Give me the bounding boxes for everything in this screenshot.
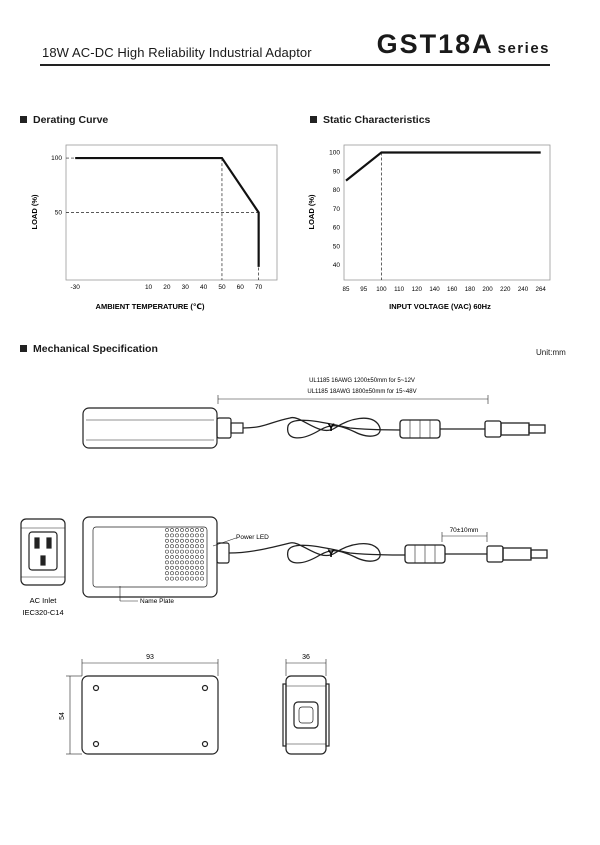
vent-hole <box>180 545 183 548</box>
vent-hole <box>165 572 168 575</box>
vent-hole <box>175 572 178 575</box>
vent-hole <box>180 528 183 531</box>
derating-xtick-0: -30 <box>70 284 80 291</box>
section-derating-title: Derating Curve <box>33 114 109 126</box>
derating-xtick-1: 10 <box>144 284 153 291</box>
vent-hole <box>200 528 203 531</box>
vent-hole <box>165 545 168 548</box>
static-ytick-1: 90 <box>332 168 340 176</box>
vent-hole <box>185 534 188 537</box>
vent-hole <box>165 577 168 580</box>
static-xtick-9: 220 <box>500 286 511 293</box>
derating-ytick-0: 100 <box>51 155 62 163</box>
vent-hole <box>175 545 178 548</box>
ac-inlet-label: AC Inlet <box>29 596 57 605</box>
vent-hole <box>185 566 188 569</box>
static-xtick-6: 160 <box>447 286 458 293</box>
polarity-mark-top: Y <box>327 422 335 434</box>
derating-xtick-6: 60 <box>236 284 244 291</box>
section-mechanical-title: Mechanical Specification <box>33 343 158 355</box>
vent-hole <box>175 534 178 537</box>
vent-hole <box>195 572 198 575</box>
vent-hole <box>170 545 173 548</box>
cable-spec-2: UL1185 18AWG 1800±50mm for 15~48V <box>307 389 417 395</box>
static-xtick-3: 110 <box>394 286 405 293</box>
vent-hole <box>170 528 173 531</box>
vent-hole <box>200 577 203 580</box>
vent-hole <box>180 555 183 558</box>
section-static-title: Static Characteristics <box>323 114 431 126</box>
vent-hole <box>175 566 178 569</box>
ac-inlet-view <box>21 519 65 585</box>
vent-hole <box>195 534 198 537</box>
dim-width-label: 93 <box>146 654 154 661</box>
vent-hole <box>200 550 203 553</box>
cable-top <box>243 418 545 438</box>
adaptor-bottom-view <box>82 676 218 754</box>
power-led-label: Power LED <box>236 534 269 541</box>
vent-hole <box>185 577 188 580</box>
iec-label: IEC320-C14 <box>22 608 64 617</box>
vent-hole <box>165 555 168 558</box>
vent-hole <box>190 577 193 580</box>
vent-hole <box>200 539 203 542</box>
static-ytick-6: 40 <box>332 262 340 269</box>
vent-hole <box>170 555 173 558</box>
vent-hole <box>200 566 203 569</box>
vent-hole <box>175 539 178 542</box>
name-plate-label: Name Plate <box>140 598 174 605</box>
static-xtick-11: 264 <box>535 286 546 293</box>
model-name: GST18A <box>376 29 494 59</box>
vent-hole <box>190 528 193 531</box>
vent-hole <box>165 561 168 564</box>
vent-hole <box>185 550 188 553</box>
vent-hole <box>170 534 173 537</box>
vent-hole <box>195 566 198 569</box>
vent-hole <box>165 539 168 542</box>
derating-xtick-5: 50 <box>218 284 226 291</box>
vent-hole <box>175 555 178 558</box>
static-ytick-2: 80 <box>332 187 340 194</box>
vent-hole <box>185 539 188 542</box>
vent-hole <box>180 566 183 569</box>
static-xtick-8: 200 <box>482 286 493 293</box>
static-ylabel: LOAD (%) <box>307 194 316 230</box>
adaptor-top-view <box>83 517 229 597</box>
series-label: series <box>497 40 550 57</box>
vent-hole <box>195 539 198 542</box>
vent-hole <box>190 561 193 564</box>
vent-hole <box>195 577 198 580</box>
static-xtick-7: 180 <box>464 286 476 293</box>
adaptor-end-view <box>283 676 329 754</box>
static-ytick-3: 70 <box>332 205 340 213</box>
static-xtick-1: 95 <box>360 286 368 293</box>
vent-hole <box>180 534 183 537</box>
static-ytick-0: 100 <box>329 149 340 157</box>
vent-hole <box>165 534 168 537</box>
static-xtick-10: 240 <box>517 286 529 293</box>
cable-bottom <box>229 543 547 563</box>
vent-hole <box>180 550 183 553</box>
vent-grid <box>165 528 203 580</box>
vent-hole <box>170 561 173 564</box>
vent-hole <box>175 550 178 553</box>
plug-length-label: 70±10mm <box>449 527 479 534</box>
vent-hole <box>175 561 178 564</box>
vent-hole <box>200 561 203 564</box>
vent-hole <box>195 528 198 531</box>
dim-depth-label: 36 <box>302 654 310 661</box>
derating-xtick-2: 20 <box>163 284 171 291</box>
derating-xtick-4: 40 <box>199 284 208 291</box>
static-xtick-5: 140 <box>429 286 440 293</box>
vent-hole <box>190 539 193 542</box>
derating-ylabel: LOAD (%) <box>30 194 39 230</box>
derating-xlabel: AMBIENT TEMPERATURE (℃) <box>95 302 205 311</box>
vent-hole <box>200 555 203 558</box>
vent-hole <box>185 572 188 575</box>
vent-hole <box>195 561 198 564</box>
vent-hole <box>185 561 188 564</box>
static-xlabel: INPUT VOLTAGE (VAC) 60Hz <box>389 302 491 311</box>
static-xtick-0: 85 <box>342 286 350 293</box>
vent-hole <box>180 561 183 564</box>
static-xtick-4: 120 <box>411 286 422 293</box>
vent-hole <box>185 555 188 558</box>
vent-hole <box>165 528 168 531</box>
polarity-mark-bottom: Y <box>327 548 335 560</box>
vent-hole <box>170 577 173 580</box>
vent-hole <box>200 545 203 548</box>
vent-hole <box>170 572 173 575</box>
vent-hole <box>190 555 193 558</box>
vent-hole <box>190 572 193 575</box>
vent-hole <box>190 550 193 553</box>
vent-hole <box>180 539 183 542</box>
vent-hole <box>200 534 203 537</box>
derating-xtick-7: 70 <box>255 284 263 291</box>
vent-hole <box>180 577 183 580</box>
vent-hole <box>195 550 198 553</box>
vent-hole <box>165 550 168 553</box>
vent-hole <box>190 566 193 569</box>
vent-hole <box>165 566 168 569</box>
derating-ytick-1: 50 <box>54 209 62 217</box>
vent-hole <box>180 572 183 575</box>
vent-hole <box>170 550 173 553</box>
vent-hole <box>170 566 173 569</box>
vent-hole <box>195 555 198 558</box>
unit-label: Unit:mm <box>536 348 566 357</box>
dim-height-label: 54 <box>59 712 66 720</box>
cable-spec-1: UL1185 16AWG 1200±50mm for 5~12V <box>309 378 415 384</box>
product-subtitle: 18W AC-DC High Reliability Industrial Adaptor <box>42 45 312 60</box>
vent-hole <box>170 539 173 542</box>
vent-hole <box>195 545 198 548</box>
derating-xtick-3: 30 <box>181 284 189 291</box>
vent-hole <box>175 577 178 580</box>
vent-hole <box>190 534 193 537</box>
static-xtick-2: 100 <box>376 286 387 293</box>
vent-hole <box>200 572 203 575</box>
vent-hole <box>185 528 188 531</box>
vent-hole <box>175 528 178 531</box>
vent-hole <box>190 545 193 548</box>
adaptor-side-view <box>83 408 243 448</box>
static-ytick-4: 60 <box>332 224 340 232</box>
vent-hole <box>185 545 188 548</box>
static-ytick-5: 50 <box>332 243 340 251</box>
